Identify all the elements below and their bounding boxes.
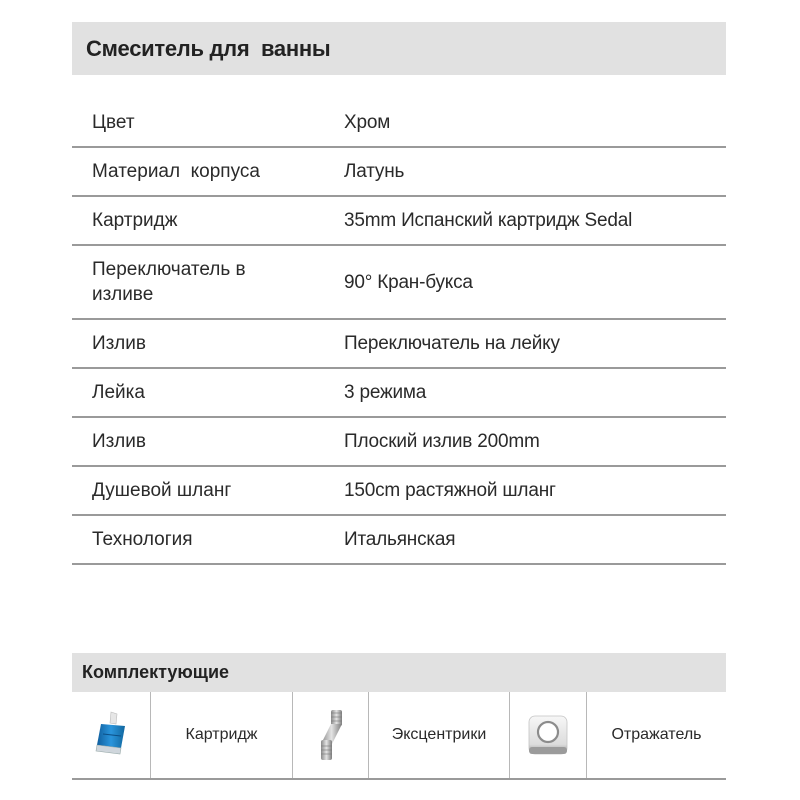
spec-row-spout-length <box>72 418 726 467</box>
spec-value: Латунь <box>344 161 405 182</box>
spec-row-cartridge <box>72 197 726 246</box>
page-title: Смеситель для ванны <box>86 35 331 61</box>
spec-row-spout-switch <box>72 246 726 320</box>
spec-value: 150cm растяжной шланг <box>344 480 556 501</box>
spec-value: Итальянская <box>344 529 456 550</box>
spec-row-color <box>72 99 726 148</box>
reflector-plate-icon <box>527 713 569 757</box>
spec-label: Картридж <box>92 210 178 231</box>
spec-value: Плоский излив 200mm <box>344 431 540 452</box>
accessories-row <box>72 692 726 780</box>
spec-value: 3 режима <box>344 382 427 403</box>
accessory-item-eccentrics <box>368 692 509 778</box>
spec-label: Излив <box>92 333 146 354</box>
spec-row-shower-hose <box>72 467 726 516</box>
accessory-item-cartridge <box>150 692 292 778</box>
cartridge-icon <box>91 710 131 760</box>
spec-value: Хром <box>344 112 391 133</box>
spec-row-body-material <box>72 148 726 197</box>
accessory-label: Отражатель <box>611 726 702 743</box>
spec-value: 90° Кран-букса <box>344 271 473 293</box>
spec-label: Цвет <box>92 112 135 133</box>
accessory-image-cell <box>509 692 586 778</box>
spec-label: Лейка <box>92 382 145 403</box>
spec-row-technology <box>72 516 726 565</box>
spec-value: Переключатель на лейку <box>344 333 560 354</box>
spec-label: Излив <box>92 431 146 452</box>
spec-label: Переключатель в изливе <box>92 259 246 305</box>
accessory-item-reflector <box>586 692 726 778</box>
accessories-band <box>72 653 726 692</box>
eccentric-fitting-icon <box>316 708 346 762</box>
spec-label: Материал корпуса <box>92 161 260 182</box>
spec-row-shower-head <box>72 369 726 418</box>
spec-label: Технология <box>92 529 193 550</box>
spec-label: Душевой шланг <box>92 480 232 501</box>
accessories-title: Комплектующие <box>82 662 230 682</box>
spec-table <box>72 99 726 565</box>
accessory-label: Картридж <box>185 726 258 743</box>
accessory-label: Эксцентрики <box>391 726 487 743</box>
accessory-image-cell <box>292 692 368 778</box>
spec-value: 35mm Испанский картридж Sedal <box>344 210 633 231</box>
title-band <box>72 22 726 75</box>
spec-row-spout <box>72 320 726 369</box>
accessory-image-cell <box>72 692 150 778</box>
